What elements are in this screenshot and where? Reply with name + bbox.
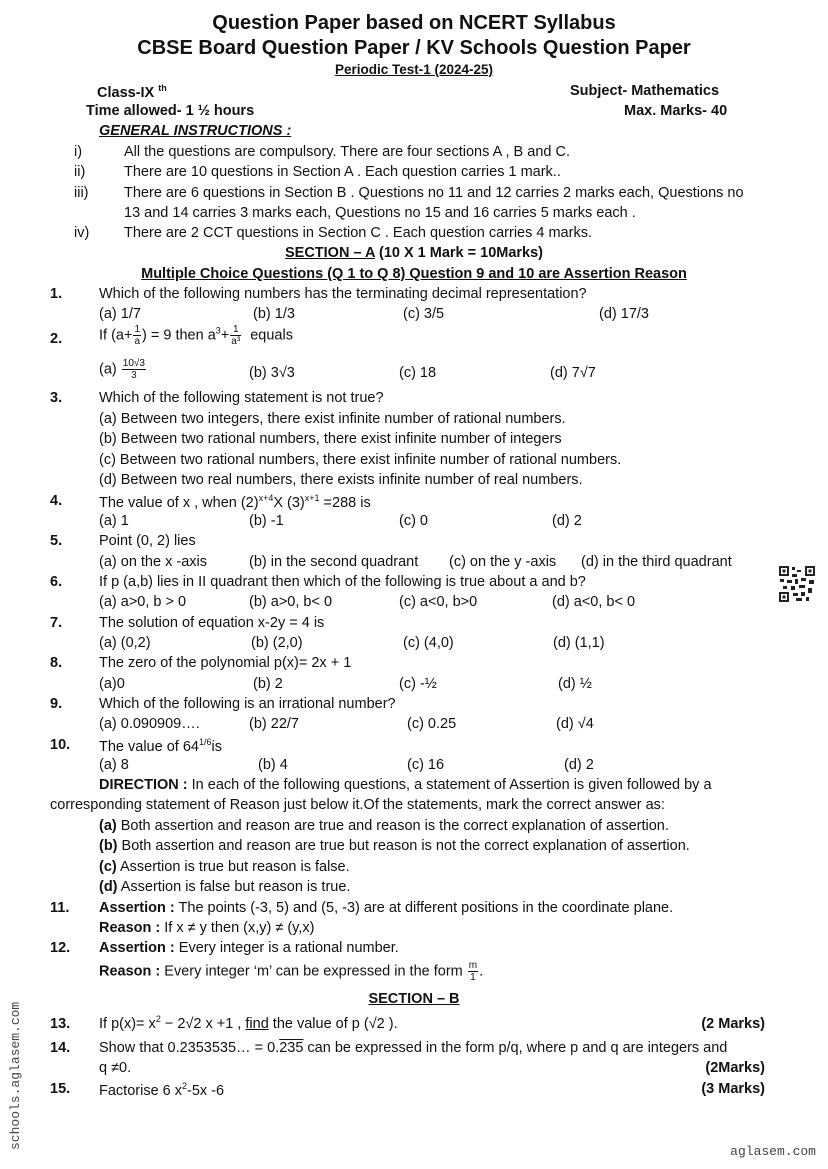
question-number: 4. xyxy=(50,493,63,509)
instruction-text: There are 6 questions in Section B . Questions no 11 and 12 carries 2 marks each, Questions no xyxy=(124,185,744,201)
test-name: Periodic Test-1 (2024-25) xyxy=(334,62,494,77)
class-label: Class-IX $^{th}$ xyxy=(97,83,167,101)
option-c: (c) Between two rational numbers, there exist infinite number of rational numbers. xyxy=(99,452,622,468)
option-b: (b) in the second quadrant xyxy=(249,554,419,570)
option-d: (d) (1,1) xyxy=(553,635,605,651)
option-c: (c) 0.25 xyxy=(407,716,457,732)
option-d: (d) 7√7 xyxy=(550,365,596,381)
instruction-num: ii) xyxy=(74,164,86,180)
option-b: (b) 4 xyxy=(258,757,288,773)
question-text: If p (a,b) lies in II quadrant then which of the following is true about a and b? xyxy=(99,574,586,590)
option-c: (c) 16 xyxy=(407,757,445,773)
option-d: (d) 2 xyxy=(552,513,582,529)
option-a: (a) Between two integers, there exist infinite number of rational numbers. xyxy=(99,411,566,427)
side-watermark: schools.aglasem.com xyxy=(8,1001,23,1150)
option-b: (b) (2,0) xyxy=(251,635,303,651)
bottom-watermark: aglasem.com xyxy=(730,1144,816,1159)
assertion-text: Assertion : Every integer is a rational number. xyxy=(99,940,399,956)
question-number: 15. xyxy=(50,1081,71,1097)
question-text: Point (0, 2) lies xyxy=(99,533,196,549)
instruction-text: There are 2 CCT questions in Section C . Each question carries 4 marks. xyxy=(124,225,592,241)
question-text: The zero of the polynomial p(x)= 2x + 1 xyxy=(99,655,352,671)
question-number: 14. xyxy=(50,1040,71,1056)
marks-label: (2Marks) xyxy=(705,1060,765,1076)
question-text: The solution of equation x-2y = 4 is xyxy=(99,615,325,631)
direction-option-d: (d) Assertion is false but reason is true. xyxy=(99,879,351,895)
question-text-cont: q ≠0. xyxy=(99,1060,132,1076)
section-a-heading: SECTION – A (10 X 1 Mark = 10Marks) xyxy=(284,245,544,261)
marks-label: (2 Marks) xyxy=(701,1016,765,1032)
option-c: (c) 0 xyxy=(399,513,428,529)
option-b: (b) 1/3 xyxy=(253,306,295,322)
instructions-title: GENERAL INSTRUCTIONS : xyxy=(99,123,292,139)
option-d: (d) ½ xyxy=(558,676,592,692)
option-c: (c) 18 xyxy=(399,365,437,381)
option-c: (c) a<0, b>0 xyxy=(399,594,478,610)
marks-label: (3 Marks) xyxy=(701,1081,765,1097)
question-number: 5. xyxy=(50,533,63,549)
paper-subtitle: CBSE Board Question Paper / KV Schools Question Paper xyxy=(137,37,691,59)
option-a: (a) 8 xyxy=(99,757,129,773)
question-number: 11. xyxy=(50,900,70,916)
question-number: 12. xyxy=(50,940,71,956)
max-marks: Max. Marks- 40 xyxy=(624,103,728,119)
option-a: (a) 1 xyxy=(99,513,129,529)
instruction-text: There are 10 questions in Section A . Each question carries 1 mark.. xyxy=(124,164,561,180)
question-text: Show that 0.2353535… = 0.235 can be expressed in the form p/q, where p and q are integers and xyxy=(99,1040,728,1056)
question-text: The value of x , when $(2)^{x+4}X$ $(3)^{x+1} =288$ is xyxy=(99,493,371,511)
question-text: If $p(x)= x^2 - 2√2$ x +1 , find the value of p (√2 ). xyxy=(99,1014,398,1032)
option-b: (b) 22/7 xyxy=(249,716,299,732)
option-d: (d) a<0, b< 0 xyxy=(552,594,636,610)
subject-label: Subject- Mathematics xyxy=(570,83,720,99)
question-number: 8. xyxy=(50,655,63,671)
question-number: 3. xyxy=(50,390,63,406)
option-b: (b) a>0, b< 0 xyxy=(249,594,333,610)
option-c: (c) -½ xyxy=(399,676,437,692)
instruction-num: iii) xyxy=(74,185,89,201)
reason-text: Reason : Every integer ‘m’ can be expressed in the form $\frac{m}{1}$ . xyxy=(99,960,484,983)
question-text: If (a+ $\frac{1}{a}$ ) = 9 then $a^3+$ $\frac{1}{\text{a³}}$ equals xyxy=(99,324,293,347)
paper-title: Question Paper based on NCERT Syllabus xyxy=(212,12,616,34)
option-a: (a) (0,2) xyxy=(99,635,151,651)
assertion-text: Assertion : The points (-3, 5) and (5, -3) are at different positions in the coordinate plane. xyxy=(99,900,674,916)
question-text: Which of the following statement is not true? xyxy=(99,390,384,406)
option-a: (a) 0.090909…. xyxy=(99,716,200,732)
qr-code xyxy=(778,565,816,603)
direction-text: DIRECTION : In each of the following questions, a statement of Assertion is given followed by a xyxy=(99,777,712,793)
option-a: (a) a>0, b > 0 xyxy=(99,594,187,610)
direction-option-b: (b) Both assertion and reason are true but reason is not the correct explanation of assertion. xyxy=(99,838,690,854)
section-a-subtitle: Multiple Choice Questions (Q 1 to Q 8) Question 9 and 10 are Assertion Reason xyxy=(141,266,687,282)
instruction-text: All the questions are compulsory. There are four sections A , B and C. xyxy=(124,144,570,160)
question-number: 10. xyxy=(50,737,71,753)
question-number: 6. xyxy=(50,574,63,590)
option-d: (d) √4 xyxy=(556,716,594,732)
option-b: (b) Between two rational numbers, there exist infinite number of integers xyxy=(99,431,562,447)
option-a: (a) $\frac{10√3}{3}$ xyxy=(99,358,145,381)
question-text: The value of $64^{1/6}is$ xyxy=(99,737,222,755)
option-c: (c) on the y -axis xyxy=(449,554,557,570)
instruction-text-cont: 13 and 14 carries 3 marks each, Questions no 15 and 16 carries 5 marks each . xyxy=(124,205,636,221)
option-b: (b) -1 xyxy=(249,513,284,529)
option-d: (d) 2 xyxy=(564,757,594,773)
option-c: (c) 3/5 xyxy=(403,306,445,322)
question-text: Which of the following numbers has the terminating decimal representation? xyxy=(99,286,587,302)
option-d: (d) Between two real numbers, there exists infinite number of real numbers. xyxy=(99,472,583,488)
option-c: (c) (4,0) xyxy=(403,635,454,651)
section-b-heading: SECTION – B xyxy=(368,991,460,1007)
direction-option-c: (c) Assertion is true but reason is false. xyxy=(99,859,350,875)
option-d: (d) 17/3 xyxy=(599,306,649,322)
reason-text: Reason : If x ≠ y then (x,y) ≠ (y,x) xyxy=(99,920,315,936)
question-number: 7. xyxy=(50,615,63,631)
option-a: (a) on the x -axis xyxy=(99,554,207,570)
question-number: 2. xyxy=(50,331,63,347)
direction-text-cont: corresponding statement of Reason just below it.Of the statements, mark the correct answer as: xyxy=(50,797,665,813)
option-d: (d) in the third quadrant xyxy=(581,554,732,570)
time-allowed: Time allowed- 1 ½ hours xyxy=(86,103,255,119)
option-a: (a)0 xyxy=(99,676,125,692)
instruction-num: i) xyxy=(74,144,83,160)
instruction-num: iv) xyxy=(74,225,90,241)
question-text: Factorise 6 $x^2-5x$ -6 xyxy=(99,1081,225,1099)
question-number: 1. xyxy=(50,286,63,302)
question-text: Which of the following is an irrational number? xyxy=(99,696,396,712)
option-a: (a) 1/7 xyxy=(99,306,141,322)
option-b: (b) 2 xyxy=(253,676,283,692)
question-number: 13. xyxy=(50,1016,71,1032)
question-number: 9. xyxy=(50,696,63,712)
direction-option-a: (a) Both assertion and reason are true and reason is the correct explanation of assertion. xyxy=(99,818,669,834)
option-b: (b) 3√3 xyxy=(249,365,295,381)
